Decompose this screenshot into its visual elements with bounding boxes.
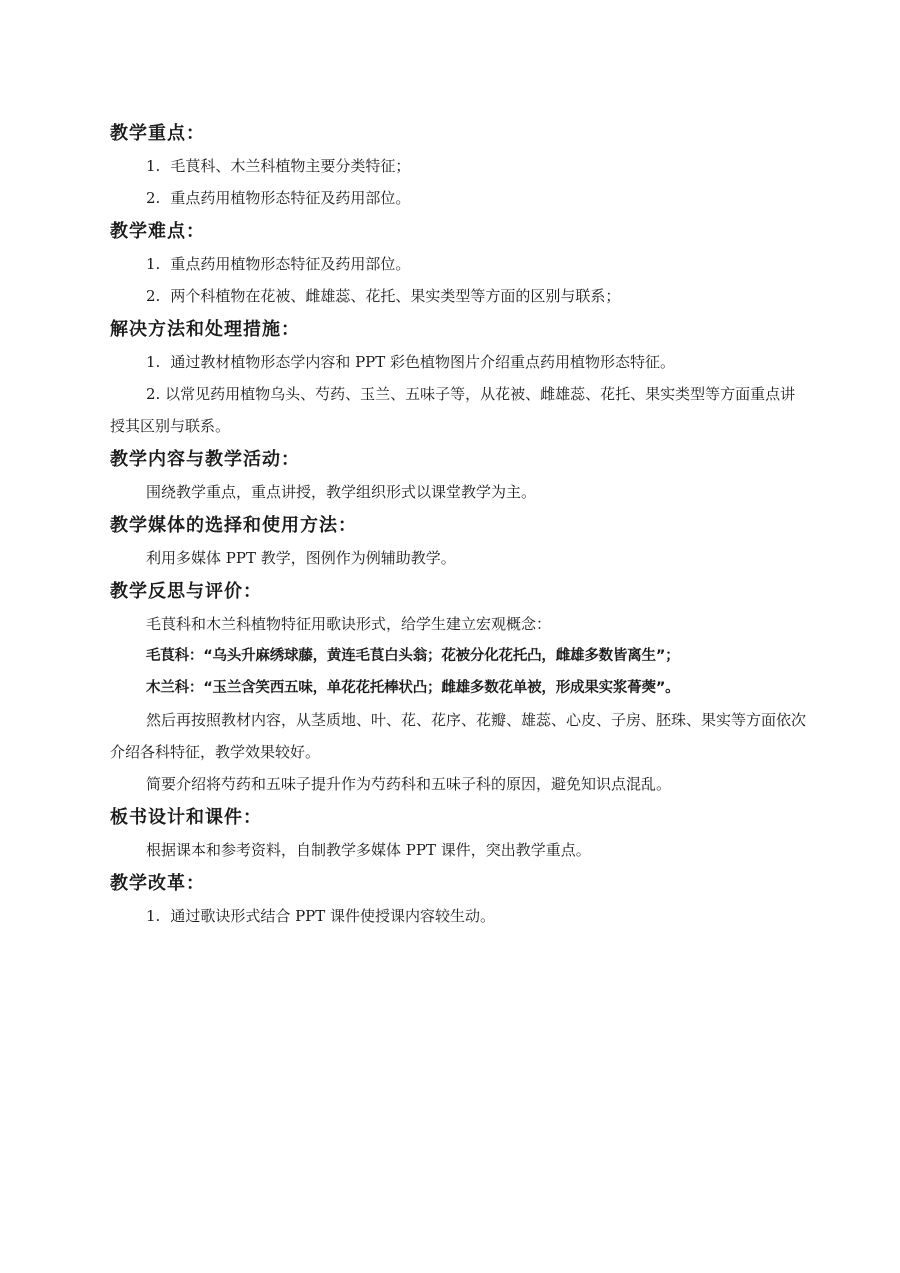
section-text: 围绕教学重点，重点讲授，教学组织形式以课堂教学为主。 bbox=[146, 483, 537, 501]
list-item bbox=[110, 900, 810, 932]
item-number: 2. bbox=[146, 385, 161, 403]
list-item-wrapped bbox=[110, 378, 810, 442]
item-number: 1. bbox=[146, 255, 161, 273]
mnemonic-ranunculaceae: 毛茛科：“乌头升麻绣球藤，黄连毛茛白头翁；花被分化花托凸，雌雄多数皆离生”； bbox=[146, 648, 680, 664]
item-number: 2. bbox=[146, 287, 161, 305]
reflection-paragraph: 然后再按照教材内容，从茎质地、叶、花、花序、花瓣、雄蕊、心皮、子房、胚珠、果实等方面依次介绍各科特征，教学效果较好。 bbox=[110, 711, 807, 761]
section-text: 根据课本和参考资料，自制教学多媒体 PPT 课件，突出教学重点。 bbox=[146, 841, 591, 859]
reflection-intro: 毛茛科和木兰科植物特征用歌诀形式，给学生建立宏观概念： bbox=[146, 615, 552, 633]
section-heading-content-activities: 教学内容与教学活动： bbox=[110, 449, 300, 470]
item-text: 通过歌诀形式结合 PPT 课件使授课内容较生动。 bbox=[170, 907, 496, 925]
item-text: 以常见药用植物乌头、芍药、玉兰、五味子等，从花被、雌雄蕊、花托、果实类型等方面重点讲授其区别与联系。 bbox=[110, 385, 796, 435]
item-number: 1. bbox=[146, 157, 161, 175]
list-item bbox=[110, 150, 810, 182]
list-item bbox=[110, 248, 810, 280]
item-number: 2. bbox=[146, 189, 161, 207]
section-heading-difficulties: 教学难点： bbox=[110, 221, 205, 242]
item-number: 1. bbox=[146, 353, 161, 371]
list-item bbox=[110, 182, 810, 214]
item-text: 通过教材植物形态学内容和 PPT 彩色植物图片介绍重点药用植物形态特征。 bbox=[170, 353, 676, 371]
item-text: 两个科植物在花被、雌雄蕊、花托、果实类型等方面的区别与联系； bbox=[170, 287, 621, 305]
list-item bbox=[110, 280, 810, 312]
section-heading-media: 教学媒体的选择和使用方法： bbox=[110, 515, 357, 536]
reflection-paragraph: 简要介绍将芍药和五味子提升作为芍药科和五味子科的原因，避免知识点混乱。 bbox=[146, 775, 672, 793]
section-heading-board-courseware: 板书设计和课件： bbox=[110, 807, 262, 828]
item-text: 重点药用植物形态特征及药用部位。 bbox=[170, 255, 411, 273]
section-heading-solutions: 解决方法和处理措施： bbox=[110, 319, 300, 340]
item-text: 毛茛科、木兰科植物主要分类特征； bbox=[170, 157, 411, 175]
mnemonic-magnoliaceae: 木兰科：“玉兰含笑西五味，单花花托棒状凸；雌雄多数花单被，形成果实浆蓇葖”。 bbox=[146, 680, 680, 696]
section-heading-reform: 教学改革： bbox=[110, 873, 205, 894]
item-number: 1. bbox=[146, 907, 161, 925]
document-page bbox=[110, 116, 810, 932]
item-text: 重点药用植物形态特征及药用部位。 bbox=[170, 189, 411, 207]
section-heading-key-points: 教学重点： bbox=[110, 123, 205, 144]
list-item bbox=[110, 346, 810, 378]
section-text: 利用多媒体 PPT 教学，图例作为例辅助教学。 bbox=[146, 549, 456, 567]
section-heading-reflection: 教学反思与评价： bbox=[110, 581, 262, 602]
